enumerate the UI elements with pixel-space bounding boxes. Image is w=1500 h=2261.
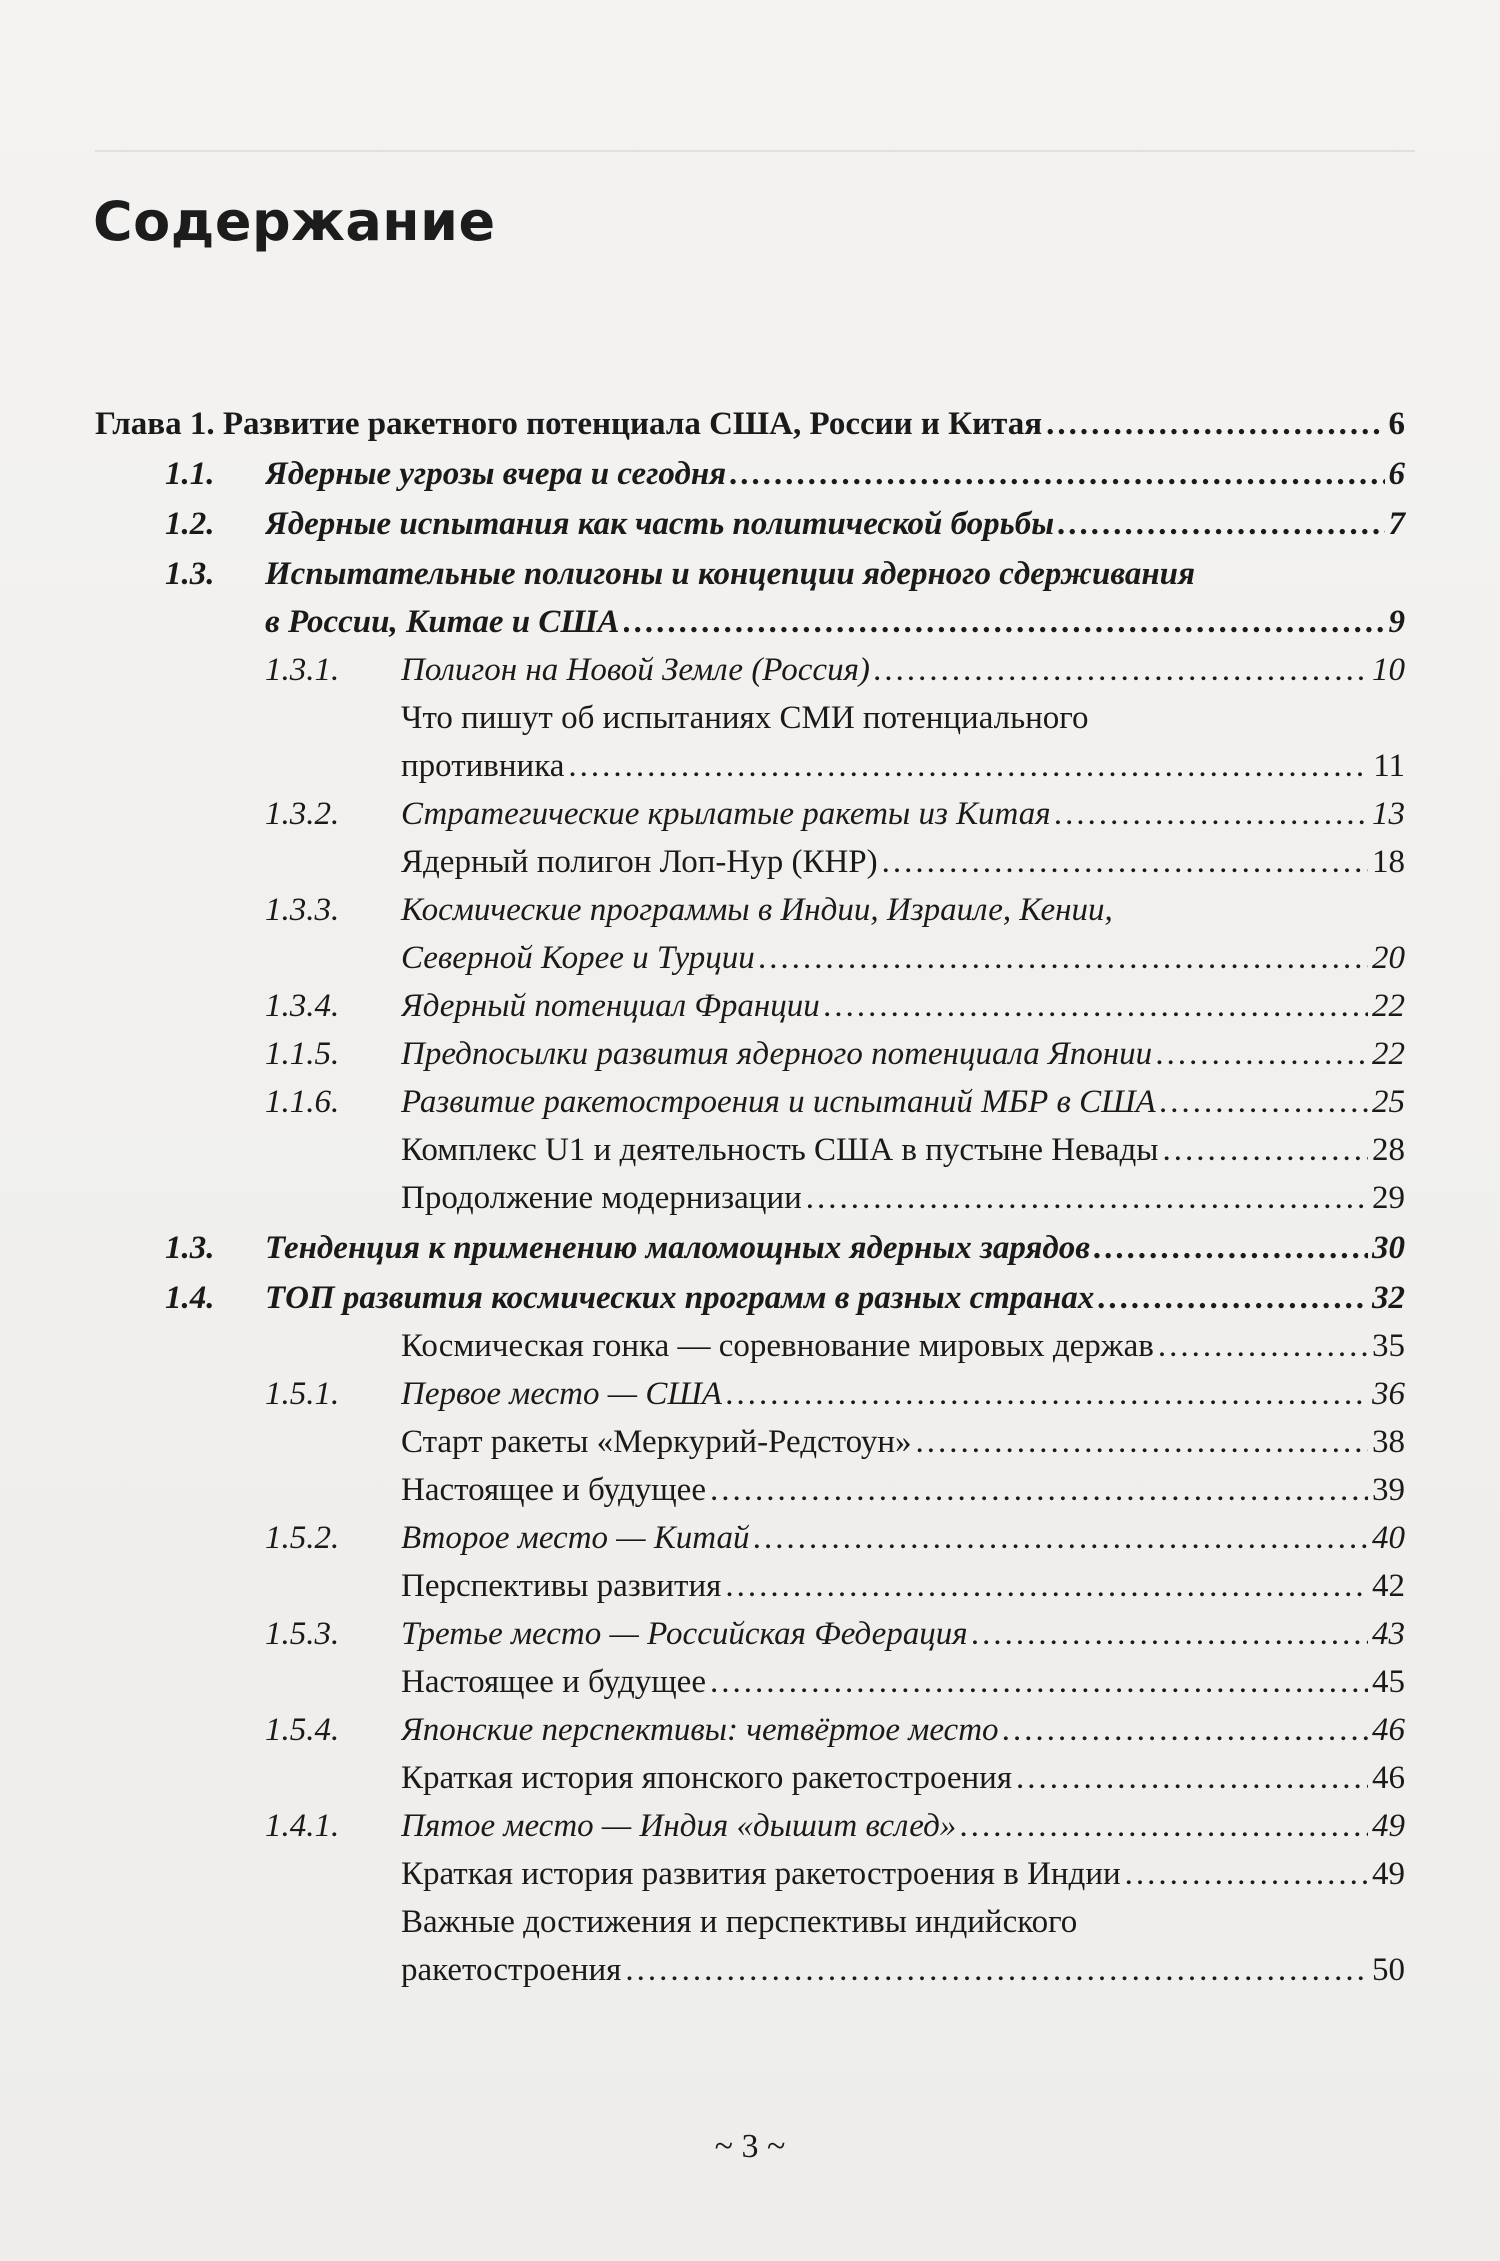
toc-entry-title: Пятое место — Индия «дышит вслед» (401, 1808, 957, 1844)
leader-dots (726, 1370, 1368, 1418)
toc-entry-title-line2: в России, Китае и США (265, 604, 620, 640)
bleed-through-rule (95, 150, 1415, 152)
leader-dots (806, 1174, 1368, 1222)
leader-dots (824, 982, 1368, 1030)
leader-dots (1125, 1850, 1368, 1898)
toc-entry[interactable] (95, 450, 1405, 498)
toc-entry-title: Развитие ракетостроения и испытаний МБР в США (401, 1084, 1156, 1120)
toc-entry[interactable] (95, 1514, 1405, 1562)
toc-page-number: 20 (1372, 940, 1405, 976)
toc-entry[interactable] (95, 1370, 1405, 1418)
toc-page-number: 46 (1372, 1760, 1405, 1796)
toc-page-number: 7 (1388, 506, 1405, 542)
toc-entry[interactable] (95, 838, 1405, 886)
toc-entry-number: 1.3. (165, 1230, 215, 1266)
toc-entry-number: 1.5.1. (265, 1376, 340, 1412)
toc-entry[interactable] (95, 886, 1405, 982)
toc-page-number: 22 (1372, 988, 1405, 1024)
leader-dots (1055, 790, 1368, 838)
toc-entry-number: 1.3. (165, 556, 215, 592)
toc-entry[interactable] (95, 1850, 1405, 1898)
toc-entry-title: Краткая история развития ракетостроения в Индии (401, 1856, 1121, 1892)
leader-dots (568, 742, 1369, 790)
toc-entry[interactable] (95, 1610, 1405, 1658)
toc-entry-number: 1.3.2. (265, 796, 340, 832)
toc-entry[interactable] (95, 1658, 1405, 1706)
toc-entry[interactable] (95, 1706, 1405, 1754)
toc-entry[interactable] (95, 1078, 1405, 1126)
toc-page-number: 13 (1372, 796, 1405, 832)
toc-page-number: 29 (1372, 1180, 1405, 1216)
toc-page-number: 22 (1372, 1036, 1405, 1072)
leader-dots (725, 1562, 1368, 1610)
table-of-contents (95, 400, 1405, 1994)
leader-dots (874, 646, 1368, 694)
leader-dots (972, 1610, 1368, 1658)
leader-dots (1160, 1078, 1368, 1126)
toc-page-number: 36 (1372, 1376, 1405, 1412)
toc-entry-number: 1.4. (165, 1280, 215, 1316)
toc-entry-number: 1.3.4. (265, 988, 340, 1024)
toc-page-number: 49 (1372, 1856, 1405, 1892)
toc-entry-title-line2: Северной Корее и Турции (401, 940, 755, 976)
toc-entry[interactable] (95, 1174, 1405, 1222)
toc-entry[interactable] (95, 1802, 1405, 1850)
leader-dots (916, 1418, 1368, 1466)
toc-entry[interactable] (95, 550, 1405, 646)
toc-entry[interactable] (95, 1322, 1405, 1370)
toc-entry-title: Краткая история японского ракетостроения (401, 1760, 1013, 1796)
leader-dots (625, 1946, 1368, 1994)
toc-page-number: 40 (1372, 1520, 1405, 1556)
leader-dots (1162, 1126, 1368, 1174)
toc-page-number: 45 (1372, 1664, 1405, 1700)
toc-entry-title: Перспективы развития (401, 1568, 722, 1604)
toc-entry-title: Стратегические крылатые ракеты из Китая (401, 796, 1051, 832)
toc-page-number: 10 (1372, 652, 1405, 688)
leader-dots (1158, 1322, 1368, 1370)
toc-entry[interactable] (95, 1418, 1405, 1466)
toc-entry-number: 1.1.5. (265, 1036, 340, 1072)
leader-dots (730, 450, 1384, 498)
page-title: Содержание (93, 190, 496, 253)
toc-chapter-label: Глава 1. Развитие ракетного потенциала США, России и Китая (95, 406, 1043, 442)
toc-entry-number: 1.5.3. (265, 1616, 340, 1652)
toc-page-number: 42 (1372, 1568, 1405, 1604)
toc-entry-number: 1.1.6. (265, 1084, 340, 1120)
toc-page-number: 9 (1388, 604, 1405, 640)
page-footer-number: ~ 3 ~ (714, 2128, 786, 2165)
toc-entry[interactable] (95, 1562, 1405, 1610)
toc-page-number: 30 (1372, 1230, 1405, 1266)
toc-entry-title: Ядерный потенциал Франции (401, 988, 820, 1024)
toc-entry[interactable] (95, 1126, 1405, 1174)
toc-page-number: 35 (1372, 1328, 1405, 1364)
toc-page-number: 49 (1372, 1808, 1405, 1844)
toc-entry[interactable] (95, 1898, 1405, 1994)
leader-dots (960, 1802, 1368, 1850)
toc-entry-title-line1: Космические программы в Индии, Израиле, Кении, (401, 892, 1113, 928)
leader-dots (1016, 1754, 1368, 1802)
leader-dots (882, 838, 1368, 886)
toc-page-number: 28 (1372, 1132, 1405, 1168)
leader-dots (1156, 1030, 1368, 1078)
toc-entry-title: Ядерный полигон Лоп-Нур (КНР) (401, 844, 878, 880)
toc-entry[interactable] (95, 646, 1405, 694)
toc-entry-title: Комплекс U1 и деятельность США в пустыне Невады (401, 1132, 1159, 1168)
toc-entry[interactable] (95, 790, 1405, 838)
toc-entry[interactable] (95, 500, 1405, 548)
toc-entry-title: Старт ракеты «Меркурий-Редстоун» (401, 1424, 912, 1460)
toc-page-number: 43 (1372, 1616, 1405, 1652)
toc-page-number: 18 (1372, 844, 1405, 880)
leader-dots (710, 1658, 1368, 1706)
toc-entry-title-line1: Что пишут об испытаниях СМИ потенциального (401, 700, 1089, 736)
leader-dots (759, 934, 1368, 982)
toc-entry-title: Японские перспективы: четвёртое место (401, 1712, 999, 1748)
toc-entry-title: Первое место — США (401, 1376, 722, 1412)
toc-page-number: 50 (1372, 1952, 1405, 1988)
toc-entry-number: 1.5.4. (265, 1712, 340, 1748)
toc-page-number: 6 (1388, 406, 1405, 442)
toc-entry-number: 1.1. (165, 456, 215, 492)
toc-entry[interactable] (95, 1754, 1405, 1802)
toc-entry-title: Ядерные испытания как часть политической борьбы (265, 506, 1055, 542)
toc-page-number: 6 (1388, 456, 1405, 492)
toc-entry[interactable] (95, 1274, 1405, 1322)
leader-dots (754, 1514, 1368, 1562)
toc-entry-title: Продолжение модернизации (401, 1180, 802, 1216)
toc-page-number: 32 (1372, 1280, 1405, 1316)
leader-dots (1094, 1224, 1368, 1272)
leader-dots (1046, 400, 1384, 448)
leader-dots (1003, 1706, 1368, 1754)
toc-entry-number: 1.5.2. (265, 1520, 340, 1556)
leader-dots (1058, 500, 1384, 548)
toc-chapter-1[interactable] (95, 400, 1405, 448)
toc-entry-number: 1.2. (165, 506, 215, 542)
toc-entry-title-line2: ракетостроения (401, 1952, 622, 1988)
toc-entry-title: Тенденция к применению маломощных ядерных зарядов (265, 1230, 1091, 1266)
toc-page-number: 25 (1372, 1084, 1405, 1120)
toc-entry-title: Второе место — Китай (401, 1520, 750, 1556)
toc-entry-number: 1.4.1. (265, 1808, 340, 1844)
toc-entry-title: Ядерные угрозы вчера и сегодня (265, 456, 727, 492)
toc-entry-title: ТОП развития космических программ в разных странах (265, 1280, 1095, 1316)
toc-entry-number: 1.3.3. (265, 892, 340, 928)
toc-entry[interactable] (95, 1466, 1405, 1514)
toc-entry-title: Полигон на Новой Земле (Россия) (401, 652, 870, 688)
toc-entry-title: Предпосылки развития ядерного потенциала Японии (401, 1036, 1153, 1072)
toc-entry-title: Настоящее и будущее (401, 1664, 706, 1700)
toc-entry-title-line1: Испытательные полигоны и концепции ядерного сдерживания (265, 556, 1196, 592)
toc-entry-number: 1.3.1. (265, 652, 340, 688)
toc-entry-title-line1: Важные достижения и перспективы индийского (401, 1904, 1078, 1940)
toc-entry[interactable] (95, 982, 1405, 1030)
toc-entry-title: Третье место — Российская Федерация (401, 1616, 968, 1652)
toc-entry[interactable] (95, 694, 1405, 790)
toc-page-number: 11 (1373, 748, 1405, 784)
toc-page-number: 46 (1372, 1712, 1405, 1748)
toc-entry[interactable] (95, 1224, 1405, 1272)
toc-entry-title-line2: противника (401, 748, 565, 784)
toc-entry-title: Космическая гонка — соревнование мировых держав (401, 1328, 1154, 1364)
toc-entry-title: Настоящее и будущее (401, 1472, 706, 1508)
leader-dots (710, 1466, 1368, 1514)
leader-dots (624, 598, 1385, 646)
toc-page-number: 38 (1372, 1424, 1405, 1460)
toc-page-number: 39 (1372, 1472, 1405, 1508)
toc-entry[interactable] (95, 1030, 1405, 1078)
leader-dots (1098, 1274, 1368, 1322)
